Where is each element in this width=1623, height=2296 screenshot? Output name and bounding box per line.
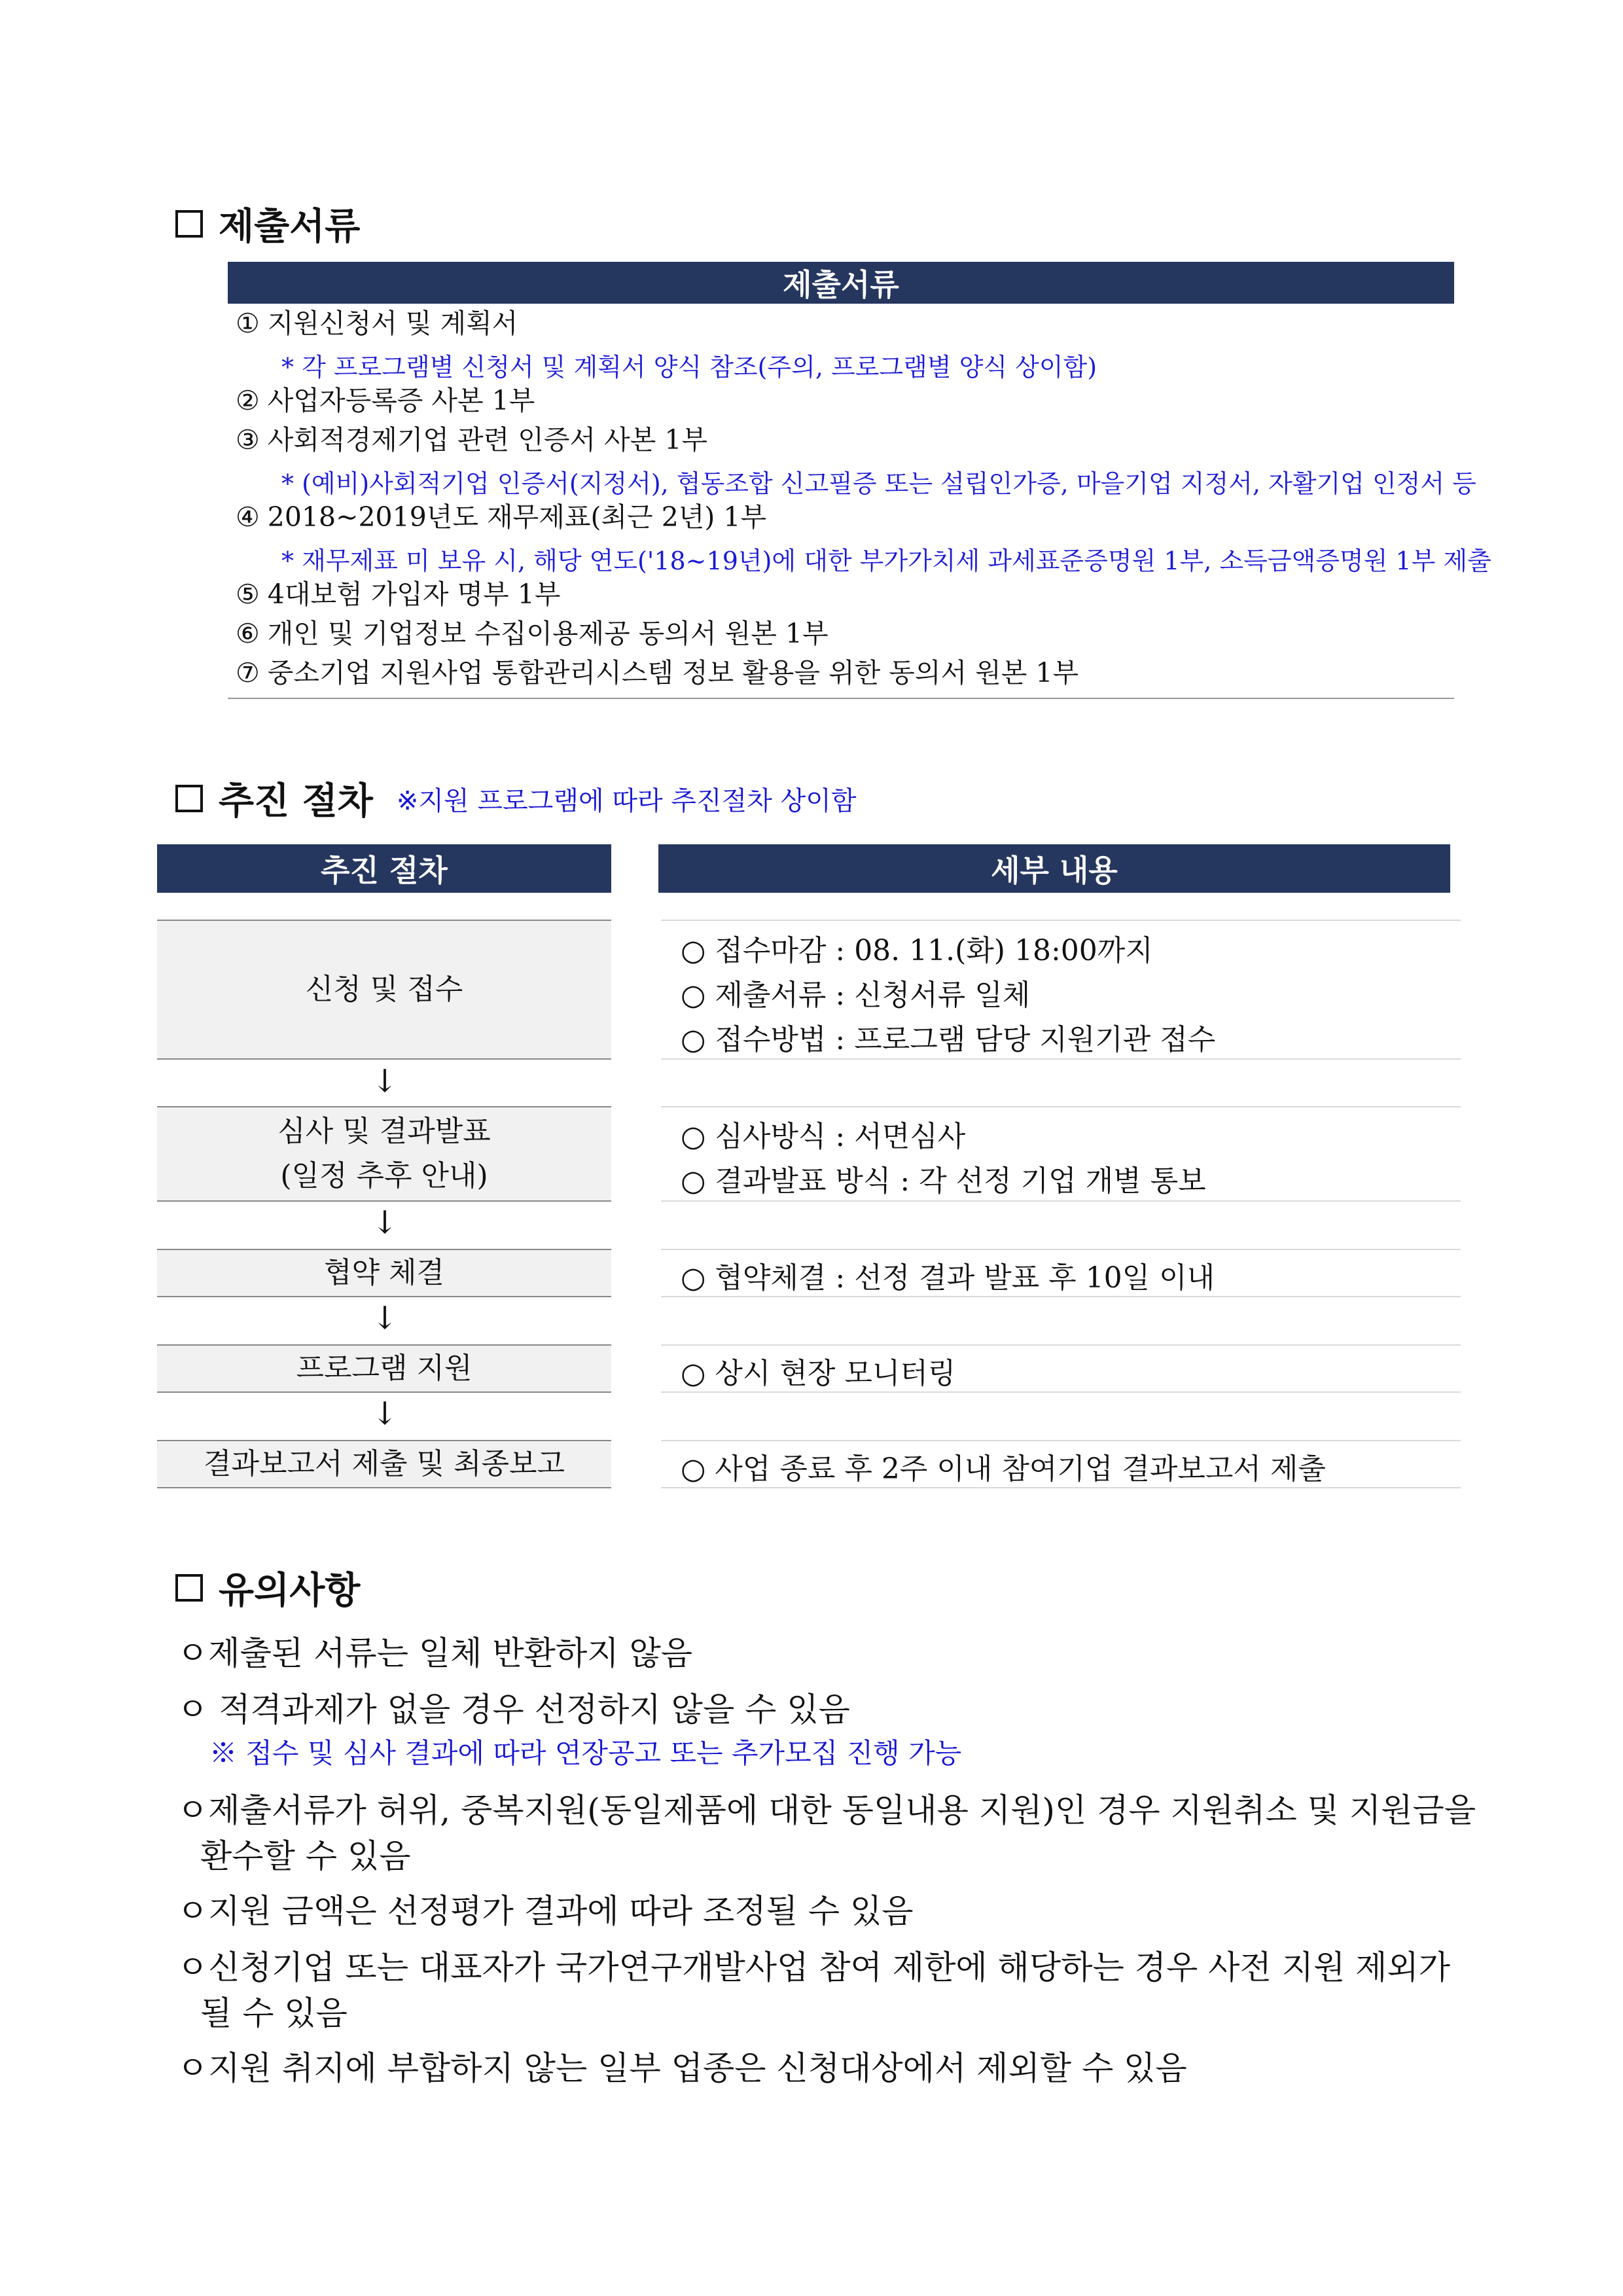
- note-item: ㅇ지원 금액은 선정평가 결과에 따라 조정될 수 있음: [177, 1892, 914, 1930]
- section-note: ※지원 프로그램에 따라 추진절차 상이함: [396, 785, 857, 816]
- detail-item: ○ 결과발표 방식 : 각 선정 기업 개별 통보: [681, 1164, 1206, 1198]
- procedure-col-step-header: 추진 절차: [157, 844, 611, 893]
- detail-row-line: [661, 1344, 1461, 1346]
- detail-row-line: [661, 1487, 1461, 1488]
- procedure-step: [157, 1249, 611, 1297]
- section-title: 제출서류: [219, 206, 361, 248]
- doc-item: ② 사업자등록증 사본 1부: [236, 385, 535, 416]
- detail-item: ○ 심사방식 : 서면심사: [681, 1120, 966, 1153]
- detail-item: ○ 상시 현장 모니터링: [681, 1357, 956, 1390]
- note-item: ㅇ 적격과제가 없을 경우 선정하지 않을 수 있음: [177, 1691, 850, 1729]
- doc-item: ⑥ 개인 및 기업정보 수집이용제공 동의서 원본 1부: [236, 618, 829, 649]
- documents-table-header: 제출서류: [228, 262, 1454, 304]
- note-item: ㅇ제출서류가 허위, 중복지원(동일제품에 대한 동일내용 지원)인 경우 지원취소 및 지원금을: [177, 1791, 1476, 1829]
- detail-item: ○ 협약체결 : 선정 결과 발표 후 10일 이내: [681, 1261, 1215, 1295]
- step-label: 심사 및 결과발표: [277, 1114, 491, 1148]
- doc-item: ④ 2018~2019년도 재무제표(최근 2년) 1부: [236, 501, 767, 533]
- detail-row-line: [661, 1200, 1461, 1202]
- doc-item-note: * 각 프로그램별 신청서 및 계획서 양식 참조(주의, 프로그램별 양식 상이함): [281, 353, 1097, 382]
- down-arrow-icon: ↓: [371, 1300, 399, 1336]
- step-label: 프로그램 지원: [296, 1351, 473, 1385]
- doc-item-note: * 재무제표 미 보유 시, 해당 연도('18~19년)에 대한 부가가치세 과세표준증명원 1부, 소득금액증명원 1부 제출: [281, 547, 1491, 575]
- checkbox-square-icon: [175, 1574, 203, 1602]
- detail-item: ○ 접수방법 : 프로그램 담당 지원기관 접수: [681, 1023, 1216, 1056]
- detail-row-line: [661, 1106, 1461, 1107]
- section-title: 유의사항: [219, 1570, 361, 1612]
- procedure-step: [157, 920, 611, 1060]
- step-label: 신청 및 접수: [305, 972, 463, 1006]
- step-label: 결과보고서 제출 및 최종보고: [203, 1446, 565, 1480]
- doc-item: ① 지원신청서 및 계획서: [236, 308, 518, 339]
- documents-table-bottom-rule: [228, 698, 1454, 699]
- down-arrow-icon: ↓: [371, 1395, 399, 1432]
- detail-item: ○ 접수마감 : 08. 11.(화) 18:00까지: [681, 934, 1153, 967]
- detail-row-line: [661, 920, 1461, 921]
- procedure-step: [157, 1440, 611, 1488]
- step-sublabel: (일정 추후 안내): [280, 1159, 488, 1193]
- detail-row-line: [661, 1249, 1461, 1250]
- section-heading-notes: [175, 1562, 360, 1614]
- doc-item: ⑦ 중소기업 지원사업 통합관리시스템 정보 활용을 위한 동의서 원본 1부: [236, 657, 1079, 689]
- note-item-sub: ※ 접수 및 심사 결과에 따라 연장공고 또는 추가모집 진행 가능: [209, 1737, 962, 1769]
- section-title: 추진 절차: [219, 780, 373, 823]
- detail-row-line: [661, 1440, 1461, 1441]
- procedure-col-detail-header: 세부 내용: [658, 844, 1450, 893]
- section-heading-procedure: [175, 772, 857, 825]
- detail-item: ○ 사업 종료 후 2주 이내 참여기업 결과보고서 제출: [681, 1452, 1326, 1486]
- detail-row-line: [661, 1058, 1461, 1060]
- section-heading-documents: [175, 198, 360, 250]
- doc-item: ⑤ 4대보험 가입자 명부 1부: [236, 579, 561, 610]
- down-arrow-icon: ↓: [371, 1063, 399, 1100]
- detail-row-line: [661, 1296, 1461, 1297]
- procedure-step: [157, 1106, 611, 1202]
- checkbox-square-icon: [175, 785, 203, 812]
- note-item-continued: 환수할 수 있음: [200, 1837, 411, 1875]
- note-item: ㅇ지원 취지에 부합하지 않는 일부 업종은 신청대상에서 제외할 수 있음: [177, 2049, 1187, 2087]
- note-item: ㅇ제출된 서류는 일체 반환하지 않음: [177, 1634, 693, 1672]
- checkbox-square-icon: [175, 210, 203, 238]
- doc-item: ③ 사회적경제기업 관련 인증서 사본 1부: [236, 424, 708, 456]
- doc-item-note: * (예비)사회적기업 인증서(지정서), 협동조합 신고필증 또는 설립인가증, 마을기업 지정서, 자활기업 인정서 등: [281, 469, 1476, 498]
- detail-row-line: [661, 1391, 1461, 1393]
- step-label: 협약 체결: [323, 1255, 444, 1289]
- note-item-continued: 될 수 있음: [200, 1994, 348, 2032]
- note-item: ㅇ신청기업 또는 대표자가 국가연구개발사업 참여 제한에 해당하는 경우 사전 지원 제외가: [177, 1948, 1451, 1986]
- detail-item: ○ 제출서류 : 신청서류 일체: [681, 978, 1031, 1012]
- down-arrow-icon: ↓: [371, 1204, 399, 1241]
- procedure-step: [157, 1344, 611, 1393]
